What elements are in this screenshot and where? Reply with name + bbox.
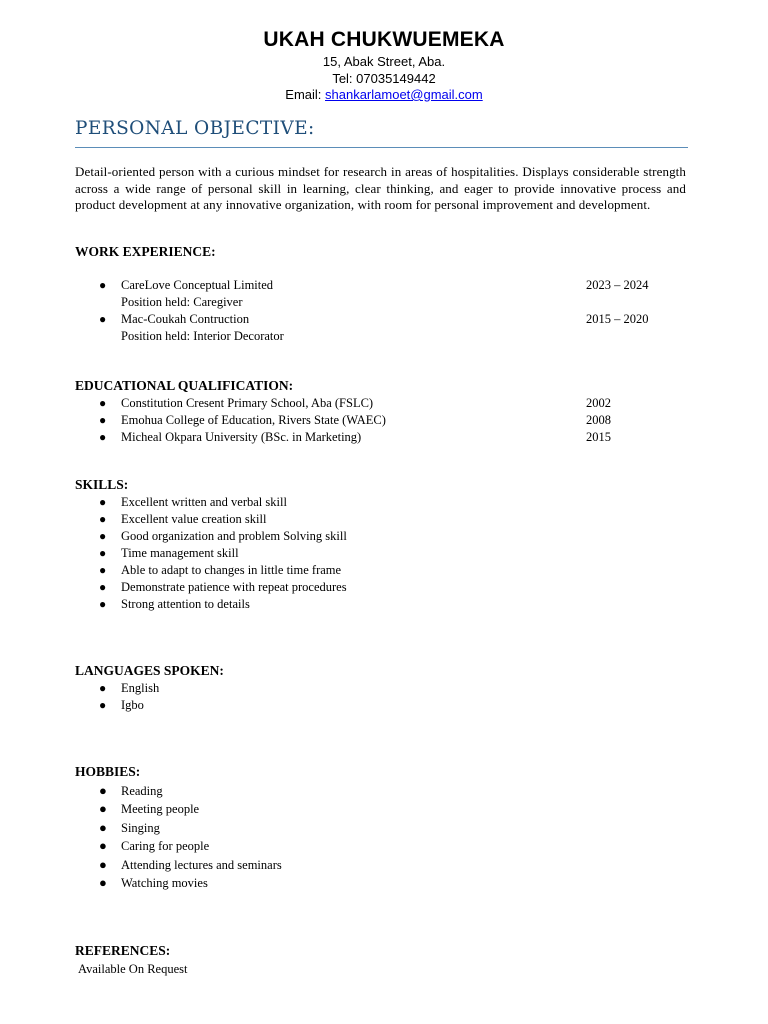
bullet-icon: ● — [99, 413, 107, 427]
skill-text: Able to adapt to changes in little time frame — [121, 563, 342, 577]
hobbies-heading: HOBBIES: — [75, 764, 141, 779]
bullet-icon: ● — [99, 430, 107, 444]
bullet-icon: ● — [99, 529, 107, 543]
work-experience-list — [0, 277, 768, 345]
skill-text: Excellent value creation skill — [121, 512, 267, 526]
skill-text: Strong attention to details — [121, 597, 250, 611]
list-item — [0, 680, 768, 697]
bullet-icon: ● — [99, 495, 107, 509]
work-experience-heading: WORK EXPERIENCE: — [75, 244, 216, 259]
list-item — [0, 837, 768, 855]
bullet-icon: ● — [99, 512, 107, 526]
list-item — [0, 494, 768, 511]
languages-list — [0, 680, 768, 714]
list-item — [0, 395, 768, 412]
skills-list — [0, 494, 768, 613]
list-item — [0, 294, 768, 311]
education-year: 2015 — [586, 430, 611, 444]
bullet-icon: ● — [99, 874, 107, 890]
list-item — [0, 328, 768, 345]
list-item — [0, 819, 768, 837]
objective-divider — [75, 147, 688, 148]
language-text: English — [121, 681, 160, 695]
position-held: Position held: Caregiver — [121, 295, 243, 309]
list-item — [0, 856, 768, 874]
hobby-text: Meeting people — [121, 802, 200, 817]
bullet-icon: ● — [99, 580, 107, 594]
education-list — [0, 395, 768, 446]
position-held: Position held: Interior Decorator — [121, 329, 284, 343]
bullet-icon: ● — [99, 396, 107, 410]
hobbies-list — [0, 782, 768, 892]
bullet-icon: ● — [99, 819, 107, 835]
list-item — [0, 528, 768, 545]
bullet-icon: ● — [99, 546, 107, 560]
skill-text: Good organization and problem Solving skill — [121, 529, 347, 543]
work-years: 2015 – 2020 — [586, 312, 649, 326]
skill-text: Excellent written and verbal skill — [121, 495, 287, 509]
list-item — [0, 429, 768, 446]
hobby-text: Watching movies — [121, 875, 208, 890]
email-line — [0, 87, 768, 104]
education-year: 2008 — [586, 413, 611, 427]
list-item — [0, 545, 768, 562]
address-line: 15, Abak Street, Aba. — [322, 54, 446, 69]
school-name: Micheal Okpara University (BSc. in Marketing) — [121, 430, 362, 444]
list-item — [0, 874, 768, 892]
languages-heading: LANGUAGES SPOKEN: — [75, 663, 224, 678]
school-name: Emohua College of Education, Rivers State (WAEC) — [121, 413, 386, 427]
list-item — [0, 800, 768, 818]
language-text: Igbo — [121, 698, 144, 712]
email-link[interactable]: shankarlamoet@gmail.com — [325, 87, 483, 102]
email-label: Email: — [285, 87, 326, 102]
references-heading: REFERENCES: — [75, 943, 171, 958]
hobby-text: Reading — [121, 784, 163, 798]
hobby-text: Caring for people — [121, 839, 210, 854]
objective-text: Detail-oriented person with a curious mindset for research in areas of hospitalities. Displays considerable strength across a wide range of personal skill in learning, clear thinking, and eager to provide innovative process and product development at any innovative organization, with room for personal improvement and development. — [75, 164, 686, 212]
list-item — [0, 596, 768, 613]
hobby-text: Singing — [121, 820, 160, 835]
bullet-icon: ● — [99, 801, 107, 817]
company-name: Mac-Coukah Contruction — [121, 312, 250, 326]
candidate-name: UKAH CHUKWUEMEKA — [263, 28, 505, 51]
bullet-icon: ● — [99, 681, 107, 695]
list-item — [0, 562, 768, 579]
bullet-icon: ● — [99, 278, 107, 292]
list-item — [0, 277, 768, 294]
bullet-icon: ● — [99, 698, 107, 712]
work-years: 2023 – 2024 — [586, 278, 649, 292]
list-item — [0, 511, 768, 528]
hobby-text: Attending lectures and seminars — [121, 857, 282, 872]
company-name: CareLove Conceptual Limited — [121, 278, 274, 292]
bullet-icon: ● — [99, 597, 107, 611]
resume-header — [0, 26, 768, 104]
education-year: 2002 — [586, 396, 611, 410]
list-item — [0, 697, 768, 714]
list-item — [0, 412, 768, 429]
skills-heading: SKILLS: — [75, 477, 129, 492]
list-item — [0, 579, 768, 596]
bullet-icon: ● — [99, 563, 107, 577]
bullet-icon: ● — [99, 312, 107, 326]
list-item — [0, 782, 768, 800]
bullet-icon: ● — [99, 856, 107, 872]
school-name: Constitution Cresent Primary School, Aba (FSLC) — [121, 396, 374, 410]
skill-text: Time management skill — [121, 546, 239, 560]
education-heading: EDUCATIONAL QUALIFICATION: — [75, 378, 294, 393]
list-item — [0, 311, 768, 328]
references-text: Available On Request — [78, 962, 188, 976]
objective-heading: PERSONAL OBJECTIVE: — [75, 118, 315, 139]
bullet-icon: ● — [99, 783, 107, 798]
skill-text: Demonstrate patience with repeat procedures — [121, 580, 347, 594]
bullet-icon: ● — [99, 838, 107, 854]
phone-line: Tel: 07035149442 — [332, 70, 436, 86]
